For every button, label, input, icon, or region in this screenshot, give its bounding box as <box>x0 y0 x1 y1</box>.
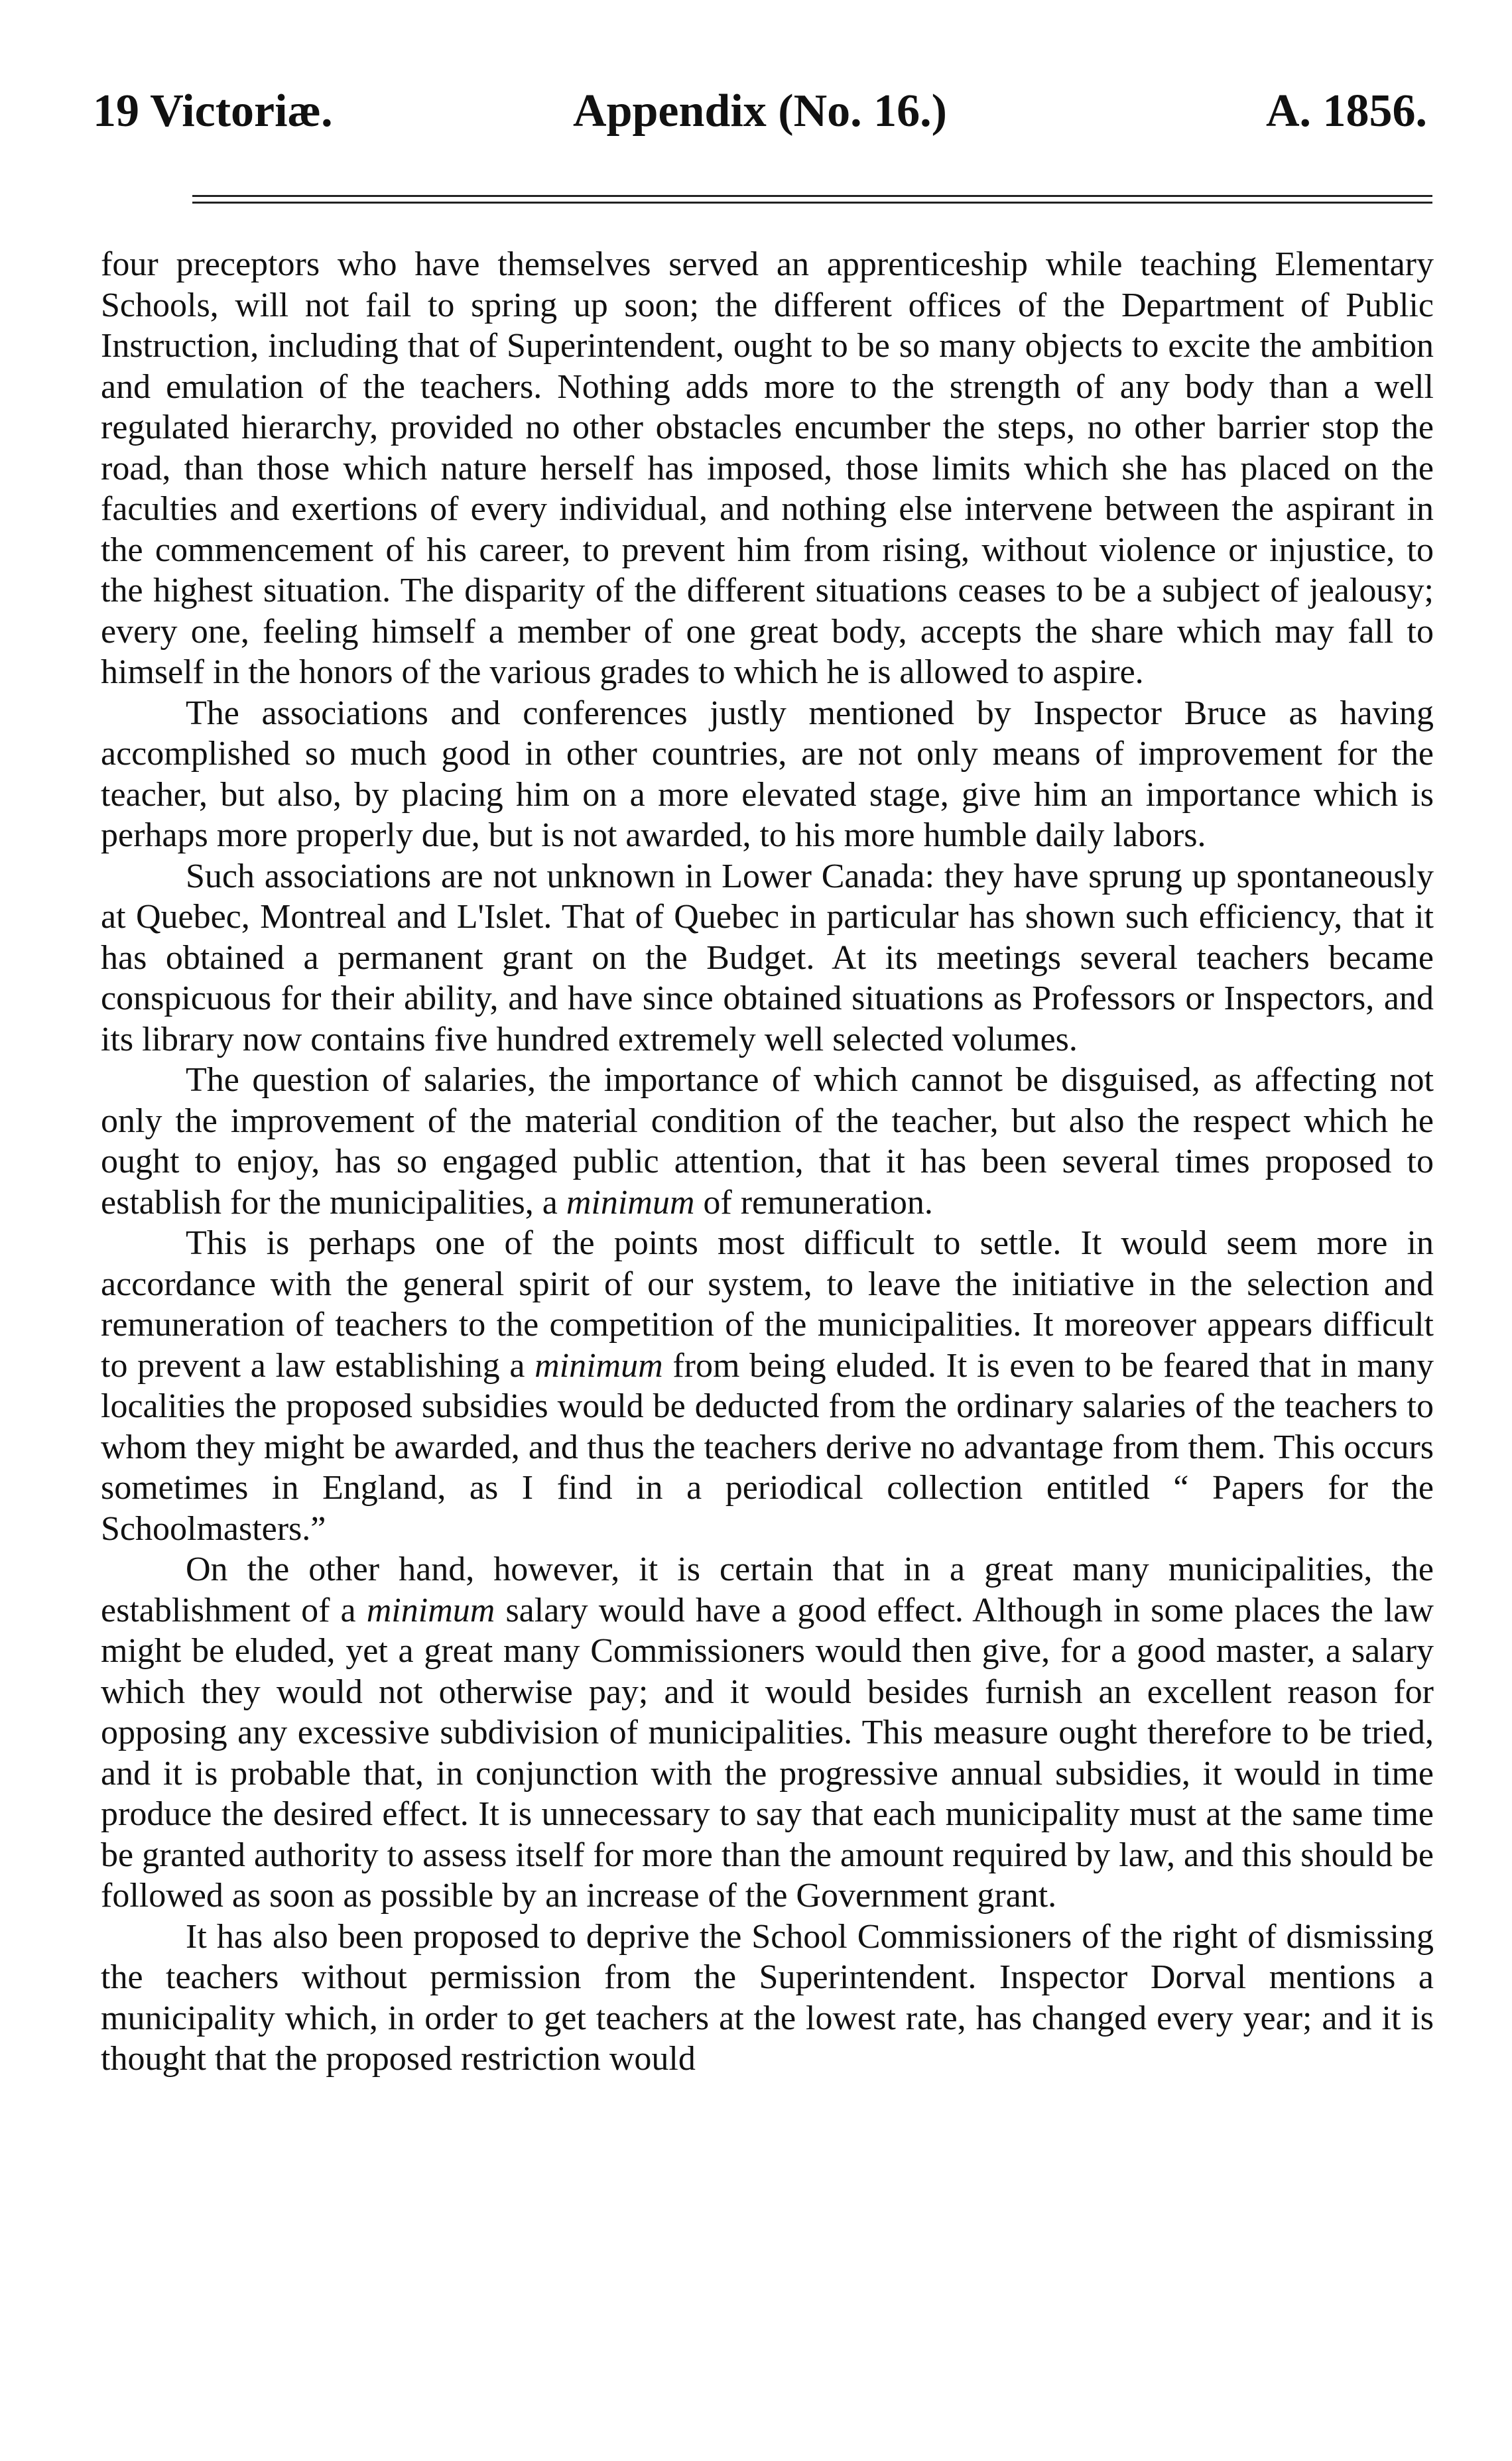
paragraph: four preceptors who have themselves served an apprenticeship while teaching Elementary Schools, will not fail to spring up soon; the different offices of the Department of Public Instruction, including that of Superintendent, ought to be so many objects to excite the ambition and emulation of the teachers. Nothing adds more to the strength of any body than a well regulated hierarchy, provided no other obstacles encumber the steps, no other barrier stop the road, than those which nature herself has imposed, those limits which she has placed on the faculties and exertions of every individual, and nothing else intervene between the aspirant in the commencement of his career, to prevent him from rising, without violence or injustice, to the highest situation. The disparity of the different situations ceases to be a subject of jealousy; every one, feeling himself a member of one great body, accepts the share which may fall to himself in the honors of the various grades to which he is allowed to aspire. <box>101 245 1434 691</box>
header-rule-top <box>192 195 1432 197</box>
paragraph: Such associations are not unknown in Lower Canada: they have sprung up spontaneously at Quebec, Montreal and L'Islet. That of Quebec in particular has shown such efficiency, that it has obtained a permanent grant on the Budget. At its meetings several teachers became conspicuous for their ability, and have since obtained situations as Professors or Inspectors, and its library now contains five hundred extremely well selected volumes. <box>101 857 1434 1058</box>
italic-term: minimum <box>566 1183 695 1222</box>
header-session: 19 Victoriæ. <box>93 86 333 137</box>
body-text <box>101 244 1434 2080</box>
paragraph: This is perhaps one of the points most difficult to settle. It would seem more in accordance with the general spirit of our system, to leave the initiative in the selection and remuneration of teachers to the competition of the municipalities. It moreover appears difficult to prevent a law establishing a minimum from being eluded. It is even to be feared that in many localities the proposed subsidies would be deducted from the ordinary salaries of the teachers to whom they might be awarded, and thus the teachers derive no advantage from them. This occurs sometimes in England, as I find in a periodical collection entitled “ Papers for the Schoolmasters.” <box>101 1224 1434 1548</box>
paragraph: It has also been proposed to deprive the School Commissioners of the right of dismissing the teachers without permission from the Superintendent. Inspector Dorval mentions a municipality which, in order to get teachers at the lowest rate, has changed every year; and it is thought that the proposed restriction would <box>101 1917 1434 2078</box>
italic-term: minimum <box>535 1346 663 1385</box>
italic-term: minimum <box>366 1591 495 1629</box>
paragraph: On the other hand, however, it is certain that in a great many municipalities, the establishment of a minimum salary would have a good effect. Although in some places the law might be eluded, yet a great many Commissioners would then give, for a good master, a salary which they would not otherwise pay; and it would besides furnish an excellent reason for opposing any excessive subdivision of municipalities. This measure ought therefore to be tried, and it is probable that, in conjunction with the progressive annual subsidies, it would in time produce the desired effect. It is unnecessary to say that each municipality must at the same time be granted authority to assess itself for more than the amount required by law, and this should be followed as soon as possible by an increase of the Government grant. <box>101 1550 1434 1915</box>
paragraph: The question of salaries, the importance of which cannot be disguised, as affecting not only the improvement of the material condition of the teacher, but also the respect which he ought to enjoy, has so engaged public attention, that it has been several times proposed to establish for the municipalities, a minimum of remuneration. <box>101 1061 1434 1222</box>
page-header <box>93 78 1427 145</box>
paragraph: The associations and conferences justly mentioned by Inspector Bruce as having accomplished so much good in other countries, are not only means of improvement for the teacher, but also, by placing him on a more elevated stage, give him an importance which is perhaps more properly due, but is not awarded, to his more humble daily labors. <box>101 694 1434 854</box>
header-rule-bottom <box>192 202 1432 204</box>
header-year: A. 1856. <box>1265 86 1427 137</box>
header-appendix: Appendix (No. 16.) <box>573 86 947 137</box>
